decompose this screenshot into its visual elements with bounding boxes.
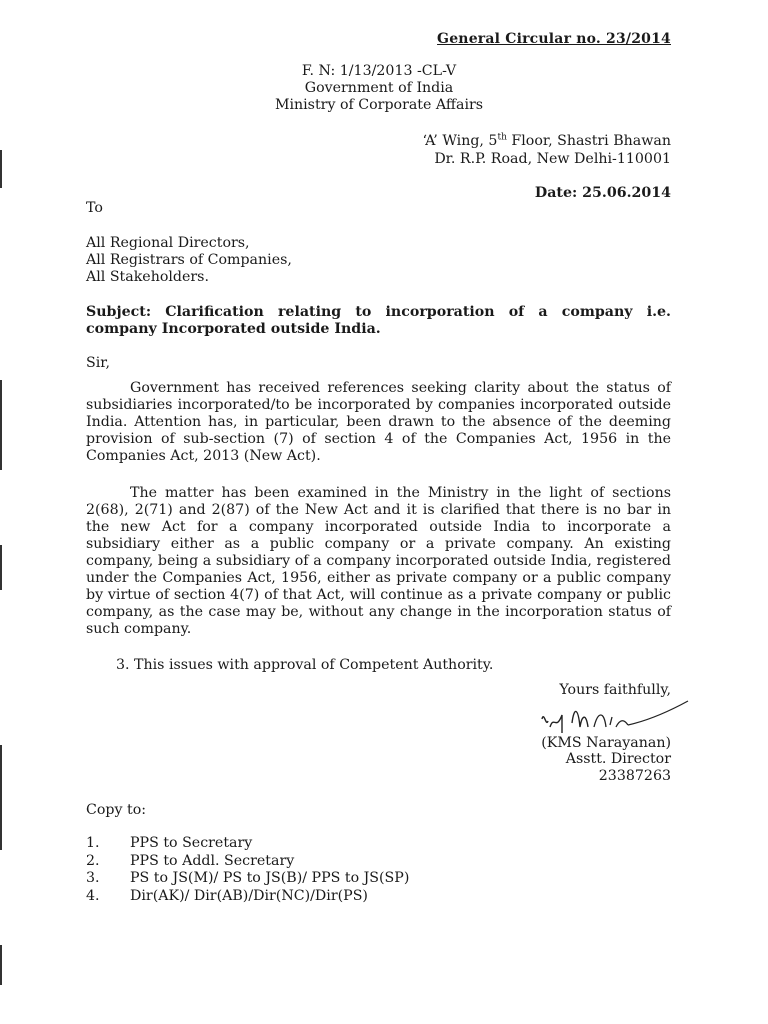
salutation: Sir, [86,355,110,371]
file-number: F. N: 1/13/2013 -CL-V [301,63,457,79]
list-item [86,888,409,906]
list-item [86,835,409,853]
scan-edge-mark [0,745,2,850]
copy-list [86,835,409,905]
circular-number: General Circular no. 23/2014 [437,31,671,47]
circular-date: Date: 25.06.2014 [534,185,671,201]
body-paragraph-3: 3. This issues with approval of Competent Authority. [116,657,494,673]
list-item-text: Dir(AK)/ Dir(AB)/Dir(NC)/Dir(PS) [130,887,368,904]
scan-edge-mark [0,380,2,470]
ministry-name: Ministry of Corporate Affairs [274,97,484,113]
signatory-designation: Asstt. Director [565,751,671,767]
recipient-item: All Registrars of Companies, [86,252,292,268]
signatory-phone: 23387263 [598,768,671,784]
list-item-number: 1. [86,835,100,851]
subject-line: Subject: Clarification relating to incorporation of a company i.e. company Incorporated outside India. [86,304,671,337]
list-item-number: 4. [86,887,100,904]
scan-edge-mark [0,945,2,985]
address-line-2: Dr. R.P. Road, New Delhi-110001 [434,151,671,167]
closing-phrase: Yours faithfully, [559,682,671,698]
list-item-text: PPS to Addl. Secretary [130,852,295,869]
government-name: Government of India [304,80,454,96]
list-item-text: PS to JS(M)/ PS to JS(B)/ PPS to JS(SP) [130,870,410,886]
list-item-text: PPS to Secretary [130,835,253,851]
recipient-item: All Stakeholders. [86,269,209,285]
list-item [86,870,409,888]
body-paragraph-1: Government has received references seeking clarity about the status of subsidiaries incorporated/to be incorporated by companies incorporated outside India. Attention has, in particular, been drawn to the absence of the deeming provision of sub-section (7) of section 4 of the Companies Act, 1956 in the Companies Act, 2013 (New Act). [86,380,671,464]
body-paragraph-2: The matter has been examined in the Ministry in the light of sections 2(68), 2(71) and 2(87) of the New Act and it is clarified that there is no bar in the new Act for a company incorporated outside India to incorporate a subsidiary either as a public company or a private company. An existing company, being a subsidiary of a company incorporated outside India, registered under the Companies Act, 1956, either as private company or a public company by virtue of section 4(7) of that Act, will continue as a private company or public company, as the case may be, without any change in the incorporation status of such company. [86,485,671,637]
to-label: To [86,200,103,216]
copy-to-label: Copy to: [86,802,147,818]
address-line-1: ‘A’ Wing, 5th Floor, Shastri Bhawan [422,132,671,149]
list-item-number: 3. [86,870,100,886]
list-item-number: 2. [86,852,100,869]
recipient-item: All Regional Directors, [86,235,250,251]
list-item [86,853,409,871]
signatory-name: (KMS Narayanan) [541,735,671,751]
scan-edge-mark [0,150,2,188]
scan-edge-mark [0,545,2,590]
